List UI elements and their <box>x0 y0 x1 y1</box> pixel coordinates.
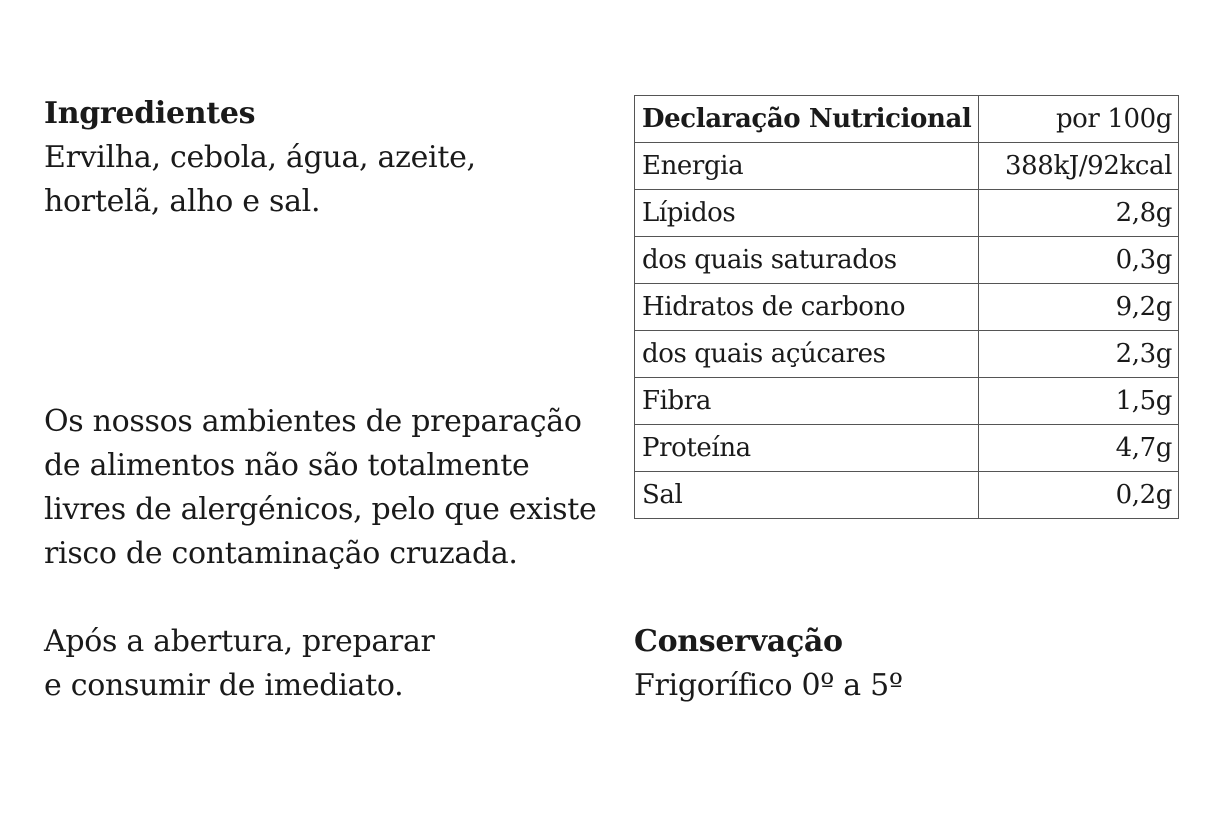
nutrient-value: 4,7g <box>979 425 1179 472</box>
allergen-notice-line: risco de contaminação cruzada. <box>44 536 518 571</box>
nutrient-label: dos quais saturados <box>635 237 979 284</box>
allergen-notice-line: de alimentos não são totalmente <box>44 448 530 483</box>
nutrient-label: Fibra <box>635 378 979 425</box>
nutrient-value: 2,3g <box>979 331 1179 378</box>
allergen-notice <box>44 400 596 576</box>
nutrition-row-hidratos <box>635 284 1179 331</box>
nutrient-label: Hidratos de carbono <box>635 284 979 331</box>
storage-text: Frigorífico 0º a 5º <box>634 668 903 703</box>
nutrient-label: dos quais açúcares <box>635 331 979 378</box>
nutrition-row-proteina <box>635 425 1179 472</box>
nutrition-row-fibra <box>635 378 1179 425</box>
nutrient-value: 9,2g <box>979 284 1179 331</box>
nutrition-table <box>634 95 1179 519</box>
nutrient-label: Proteína <box>635 425 979 472</box>
nutrition-row-energia <box>635 143 1179 190</box>
nutrient-value: 1,5g <box>979 378 1179 425</box>
storage-section <box>634 620 903 708</box>
allergen-notice-line: Os nossos ambientes de preparação <box>44 404 582 439</box>
nutrient-value: 2,8g <box>979 190 1179 237</box>
opening-instructions-line: Após a abertura, preparar <box>44 624 435 659</box>
nutrient-label: Lípidos <box>635 190 979 237</box>
nutrition-header-label: Declaração Nutricional <box>635 96 979 143</box>
ingredients-text-line: hortelã, alho e sal. <box>44 184 321 219</box>
nutrition-row-lipidos <box>635 190 1179 237</box>
ingredients-section <box>44 92 476 224</box>
opening-instructions <box>44 620 435 708</box>
nutrition-row-saturados <box>635 237 1179 284</box>
nutrition-header-value: por 100g <box>979 96 1179 143</box>
ingredients-text-line: Ervilha, cebola, água, azeite, <box>44 140 476 175</box>
nutrient-label: Energia <box>635 143 979 190</box>
nutrition-row-sal <box>635 472 1179 519</box>
nutrient-value: 0,3g <box>979 237 1179 284</box>
ingredients-title: Ingredientes <box>44 96 256 131</box>
opening-instructions-line: e consumir de imediato. <box>44 668 404 703</box>
nutrition-row-acucares <box>635 331 1179 378</box>
storage-title: Conservação <box>634 624 843 659</box>
nutrition-header-row <box>635 96 1179 143</box>
nutrient-value: 388kJ/92kcal <box>979 143 1179 190</box>
nutrient-value: 0,2g <box>979 472 1179 519</box>
nutrient-label: Sal <box>635 472 979 519</box>
allergen-notice-line: livres de alergénicos, pelo que existe <box>44 492 597 527</box>
